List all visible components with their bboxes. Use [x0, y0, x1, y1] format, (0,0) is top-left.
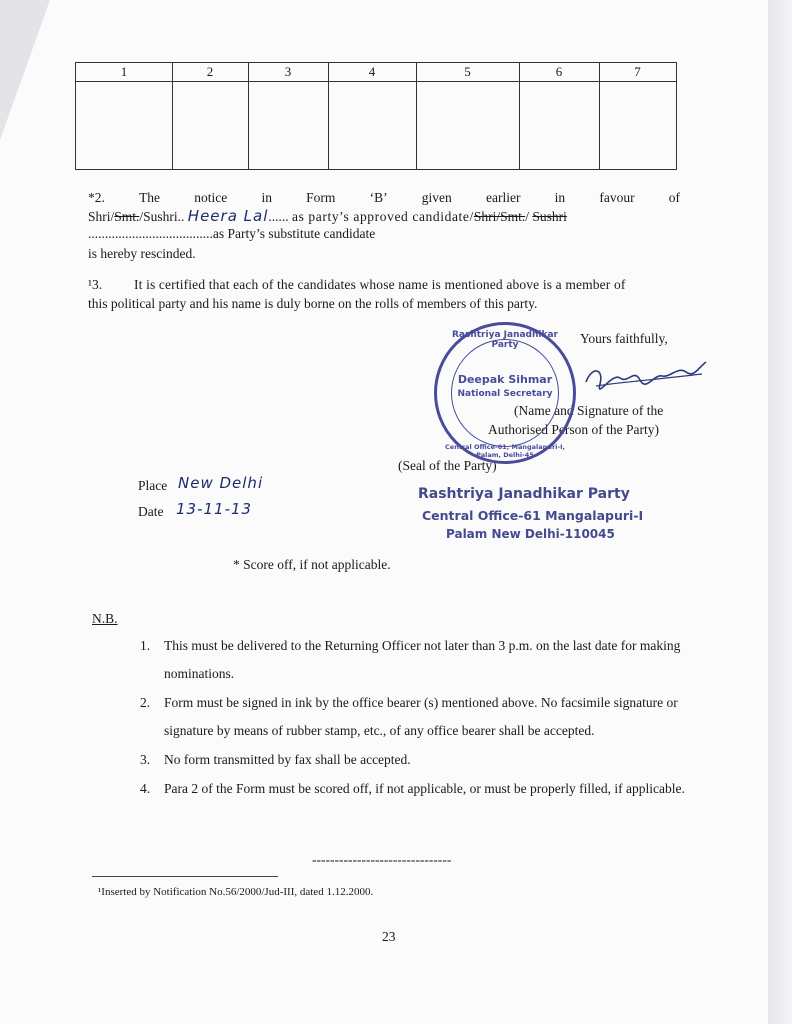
para2-line1	[88, 190, 680, 206]
date-value: 13-11-13	[176, 500, 253, 518]
word: of	[668, 190, 680, 205]
table-header-cell: 5	[464, 64, 471, 79]
word: favour	[599, 190, 635, 205]
table-header-cell: 6	[555, 64, 563, 79]
place-value: New Delhi	[178, 474, 264, 492]
yours-faithfully: Yours faithfully,	[580, 331, 668, 346]
nb-item-text: No form transmitted by fax shall be accepted.	[164, 752, 411, 767]
word: given	[421, 190, 452, 205]
word: ‘B’	[369, 190, 388, 205]
para2-marker: *2.	[88, 190, 105, 205]
footnote-rule	[92, 876, 278, 877]
para2-line3: .....................................as Party’s substitute candidate	[88, 226, 376, 241]
nb-list	[140, 632, 700, 803]
nb-item-number: 2.	[140, 695, 151, 710]
word: in	[261, 190, 272, 205]
place-label: Place	[138, 478, 168, 493]
struck-text: Sushri	[532, 209, 567, 224]
word: The	[139, 190, 161, 205]
nb-item-text: This must be delivered to the Returning Officer not later than 3 p.m. on the last date for making nominations.	[164, 638, 681, 681]
stamp-title: National Secretary	[457, 389, 553, 399]
stamp-bottom-text: Central Office-61, Mangalapuri-I, Palam, Delhi-45	[445, 443, 565, 459]
nb-heading: N.B.	[92, 611, 118, 626]
party-seal-line2: Central Office-61 Mangalapuri-I	[422, 508, 644, 523]
nb-item-number: 4.	[140, 781, 151, 796]
prefix-text: Shri/	[88, 209, 115, 224]
nb-item	[140, 632, 700, 688]
seal-label: (Seal of the Party)	[398, 458, 497, 473]
name-signature-label-2: Authorised Person of the Party)	[488, 422, 659, 437]
candidates-table	[75, 62, 677, 170]
page-number: 23	[382, 929, 396, 944]
para3-marker: ¹3.	[88, 277, 103, 292]
dots: ......	[268, 209, 289, 224]
dots: ..	[177, 209, 185, 224]
folded-corner	[0, 0, 50, 140]
para3-line1: It is certified that each of the candidates whose name is mentioned above is a member of	[134, 277, 626, 292]
section-divider: -------------------------------	[312, 852, 452, 867]
party-seal-line3: Palam New Delhi-110045	[446, 527, 615, 541]
name-signature-label-1: (Name and Signature of the	[514, 403, 664, 418]
slash: /	[525, 209, 529, 224]
table-header-cell: 1	[120, 64, 128, 79]
nb-item-number: 3.	[140, 752, 151, 767]
footnote: ¹Inserted by Notification No.56/2000/Jud-III, dated 1.12.2000.	[98, 886, 374, 898]
table-header-cell: 2	[206, 64, 214, 79]
para3-line2: this political party and his name is duly borne on the rolls of members of this party.	[88, 296, 538, 311]
approved-text: as party’s approved candidate/	[292, 209, 474, 224]
page-edge	[768, 0, 792, 1024]
handwritten-name: Heera Lal	[187, 207, 269, 225]
party-round-stamp	[434, 322, 576, 464]
table-header-cell: 7	[634, 64, 641, 79]
nb-item-text: Form must be signed in ink by the office bearer (s) mentioned above. No facsimile signature or signature by means of rubber stamp, etc., of any office bearer shall be accepted.	[164, 695, 678, 738]
para2-line4: is hereby rescinded.	[88, 246, 196, 261]
nb-item	[140, 775, 700, 803]
para2-line2	[88, 207, 567, 226]
stamp-top-text: Rashtriya Janadhikar Party	[451, 330, 558, 350]
word: earlier	[485, 190, 521, 205]
prefix-text: /Sushri	[139, 209, 178, 224]
stamp-name: Deepak Sihmar	[457, 373, 553, 386]
score-off-note: * Score off, if not applicable.	[233, 557, 391, 572]
struck-text: Smt.	[114, 209, 140, 224]
struck-text: Shri/Smt.	[473, 209, 526, 224]
table-header-cell: 3	[284, 64, 292, 79]
nb-item-number: 1.	[140, 638, 151, 653]
party-seal-line1: Rashtriya Janadhikar Party	[418, 486, 630, 502]
date-label: Date	[138, 504, 164, 519]
word: Form	[306, 190, 336, 205]
nb-item	[140, 689, 700, 745]
word: in	[554, 190, 566, 205]
nb-item-text: Para 2 of the Form must be scored off, if not applicable, or must be properly filled, if applicable.	[164, 781, 685, 796]
table-header-cell: 4	[368, 64, 376, 79]
nb-item	[140, 746, 700, 774]
signature-scribble	[582, 356, 712, 396]
word: notice	[194, 190, 228, 205]
